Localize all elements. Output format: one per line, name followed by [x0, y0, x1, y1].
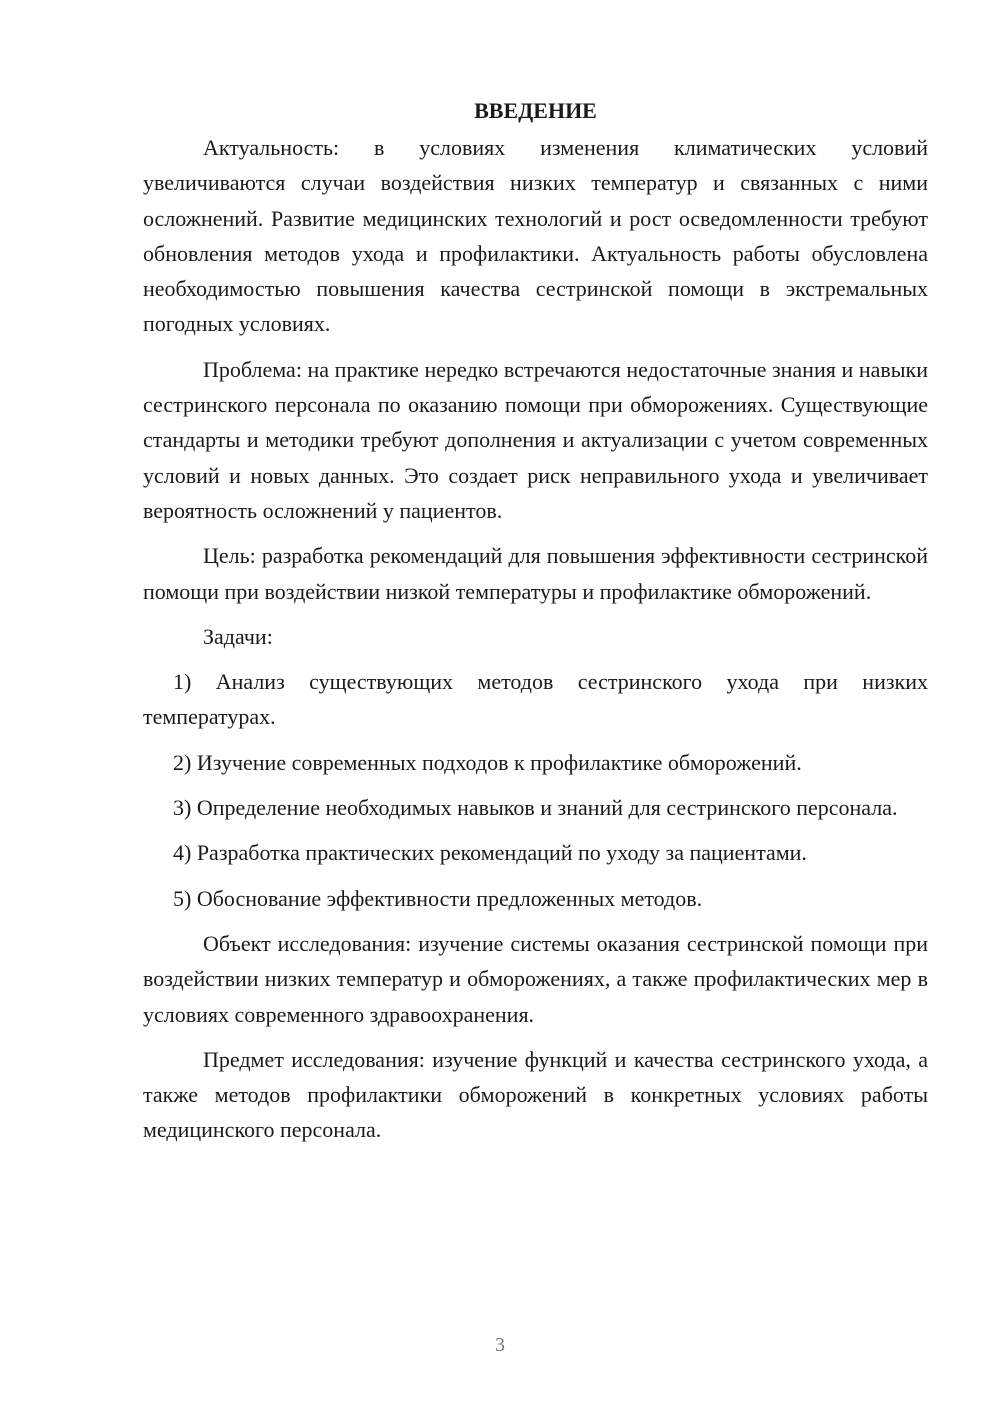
page-title: ВВЕДЕНИЕ — [474, 98, 597, 123]
tasks-list — [143, 664, 928, 916]
task-item: 5) Обоснование эффективности предложенных методов. — [173, 885, 703, 911]
task-item: 1) Анализ существующих методов сестринского ухода при низких температурах. — [143, 669, 928, 730]
goal-paragraph: Цель: разработка рекомендаций для повышения эффективности сестринской помощи при воздействии низкой температуры и профилактике обморожений. — [143, 543, 928, 604]
research-subject-paragraph: Предмет исследования: изучение функций и качества сестринского ухода, а также методов профилактики обморожений в конкретных условиях работы медицинского персонала. — [143, 1046, 928, 1143]
problem-paragraph: Проблема: на практике нередко встречаются недостаточные знания и навыки сестринского персонала по оказанию помощи при обморожениях. Существующие стандарты и методики требуют дополнения и актуализации с учетом современных условий и новых данных. Это создает риск неправильного ухода и увеличивает вероятность осложнений у пациентов. — [143, 356, 928, 523]
relevance-paragraph: Актуальность: в условиях изменения климатических условий увеличиваются случаи воздействия низких температур и связанных с ними осложнений. Развитие медицинских технологий и рост осведомленности требуют обновления методов ухода и профилактики. Актуальность работы обусловлена необходимостью повышения качества сестринской помощи в экстремальных погодных условиях. — [143, 135, 928, 337]
tasks-label: Задачи: — [203, 623, 273, 649]
task-item: 4) Разработка практических рекомендаций по уходу за пациентами. — [173, 840, 807, 866]
task-item: 2) Изучение современных подходов к профилактике обморожений. — [173, 749, 802, 775]
page-number: 3 — [495, 1334, 505, 1356]
research-object-paragraph: Объект исследования: изучение системы оказания сестринской помощи при воздействии низких температур и обморожениях, а также профилактических мер в условиях современного здравоохранения. — [143, 930, 928, 1027]
document-page — [143, 96, 928, 1158]
task-item: 3) Определение необходимых навыков и знаний для сестринского персонала. — [173, 795, 898, 821]
